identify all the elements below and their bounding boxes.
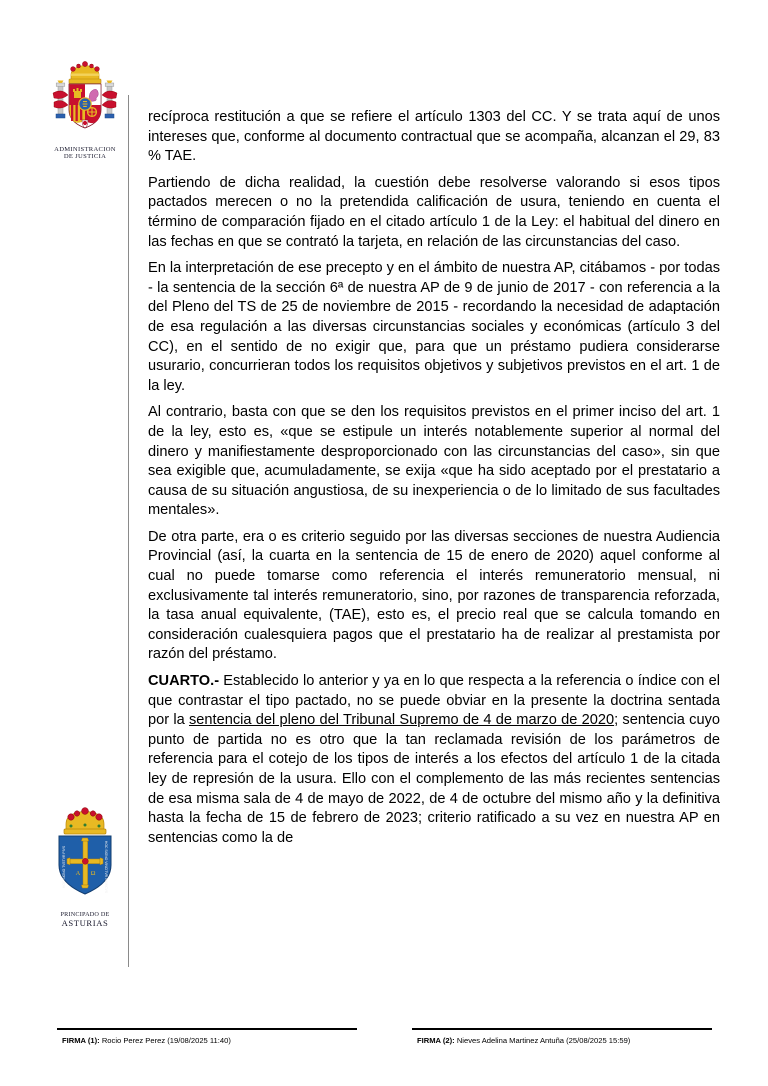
- motto-left: HOC SIGNO TVETVR PIVS: [62, 845, 66, 889]
- footer-rule-right: [412, 1028, 712, 1030]
- asturias-caption-line-1: PRINCIPADO DE: [60, 911, 110, 918]
- paragraph-2: Partiendo de dicha realidad, la cuestión debe resolverse valorando si esos tipos pactados merecen o no la pretendida calificación de usura, teniendo en cuenta el término de comparación fijado en el citado artículo 1 de la Ley: el habitual del dinero en las fechas en que se contrató la tarjeta, en relación de las circunstancias del caso.: [148, 174, 720, 250]
- paragraph-6-text-part-2: ; sentencia cuyo punto de partida no es otro que la tan reclamada revisión de los parámetros de referencia para el cotejo de los tipos de interés a los efectos del artículo 1 de la citada ley de represión de la usura. Ello con el complemento de las más recientes sentencias de esa misma sala de 4 de mayo de 2022, de 4 de octubre del mismo año y la definitiva hasta la fecha de 15 de febrero de 2023; criterio ratificado a su vez en nuestra AP en sentencias como la de: [148, 712, 720, 846]
- signature-1: [62, 1036, 231, 1046]
- left-margin-column: [40, 60, 130, 970]
- margin-divider-rule: [128, 95, 129, 967]
- cited-ruling-link: sentencia del pleno del Tribunal Supremo de 4 de marzo de 2020: [189, 712, 615, 729]
- paragraph-6-text-part-1: Establecido lo anterior y ya en lo que respecta a la referencia o índice con el que contrastar el tipo pactado, no se puede obviar en la presente la doctrina sentada por la: [148, 673, 720, 729]
- paragraph-4: Al contrario, basta con que se den los requisitos previstos en el primer inciso del art. 1 de la ley, esto es, «que se estipule un interés notablemente superior al normal del dinero y manifiestamente desproporcionado con las circunstancias del caso», sin que sea exigible que, acumuladamente, se exija «que ha sido aceptado por el prestatario a causa de su situación angustiosa, de su inexperiencia o de lo limitado de sus facultades mentales».: [148, 404, 720, 519]
- signature-1-label: FIRMA (1):: [62, 1036, 100, 1045]
- paragraph-5: De otra parte, era o es criterio seguido por las diversas secciones de nuestra Audiencia Provincial (así, la cuarta en la sentencia de 15 de enero de 2020) aquel conforme al cual no puede tomarse como referencia el interés remuneratorio mensual, ni exclusivamente tal interés remuneratorio, sino, por razones de transparencia reforzada, la tasa anual equivalente, (TAE), esto es, el precio real que se calcula tomando en consideración cualesquiera pagos que el prestatario ha de realizar al prestamista por razón del préstamo.: [148, 528, 720, 663]
- coat-of-arms-of-spain-icon: [40, 60, 130, 138]
- motto-right: HOC SIGNO VINCITVR INIMICVS: [104, 840, 108, 894]
- administration-of-justice-caption: [40, 146, 130, 161]
- footer-signature-block: [0, 1028, 768, 1086]
- section-heading-cuarto: CUARTO.-: [148, 673, 220, 690]
- paragraph-1: recíproca restitución a que se refiere el artículo 1303 del CC. Y se trata aquí de unos intereses que, conforme al documento contractual que se acompaña, alcanzan el 29, 83 % TAE.: [148, 109, 720, 165]
- signature-1-value: Rocio Perez Perez (19/08/2025 11:40): [101, 1036, 231, 1045]
- signature-2-label: FIRMA (2):: [417, 1036, 455, 1045]
- justice-caption-line-2: DE JUSTICIA: [63, 153, 107, 161]
- footer-rule-left: [57, 1028, 357, 1030]
- omega-glyph: Ω: [90, 870, 96, 877]
- alpha-glyph: Α: [75, 870, 81, 877]
- asturias-caption-line-2: ASTURIAS: [61, 917, 109, 928]
- signature-2-value: Nieves Adelina Martinez Antuña (25/08/2025 15:59): [456, 1036, 631, 1045]
- principality-of-asturias-emblem: [40, 805, 130, 929]
- signature-2: [417, 1036, 630, 1046]
- document-body: [148, 108, 720, 848]
- coat-of-arms-of-asturias-icon: [40, 805, 130, 903]
- justice-caption-line-1: ADMINISTRACION: [54, 146, 116, 153]
- administration-of-justice-emblem: [40, 60, 130, 161]
- paragraph-6-cuarto: [148, 672, 720, 848]
- paragraph-3: En la interpretación de ese precepto y en el ámbito de nuestra AP, citábamos - por todas - la sentencia de la sección 6ª de nuestra AP de 9 de junio de 2017 - con referencia a la del Pleno del TS de 25 de noviembre de 2015 - recordando la necesidad de adaptación de esa regulación a las diversas circunstancias sociales y económicas (artículo 3 del CC), en el sentido de no exigir que, para que un préstamo pudiera considerarse usurario, concurrieran todos los requisitos objetivos y subjetivos previstos en el art. 1 de la ley.: [148, 260, 720, 394]
